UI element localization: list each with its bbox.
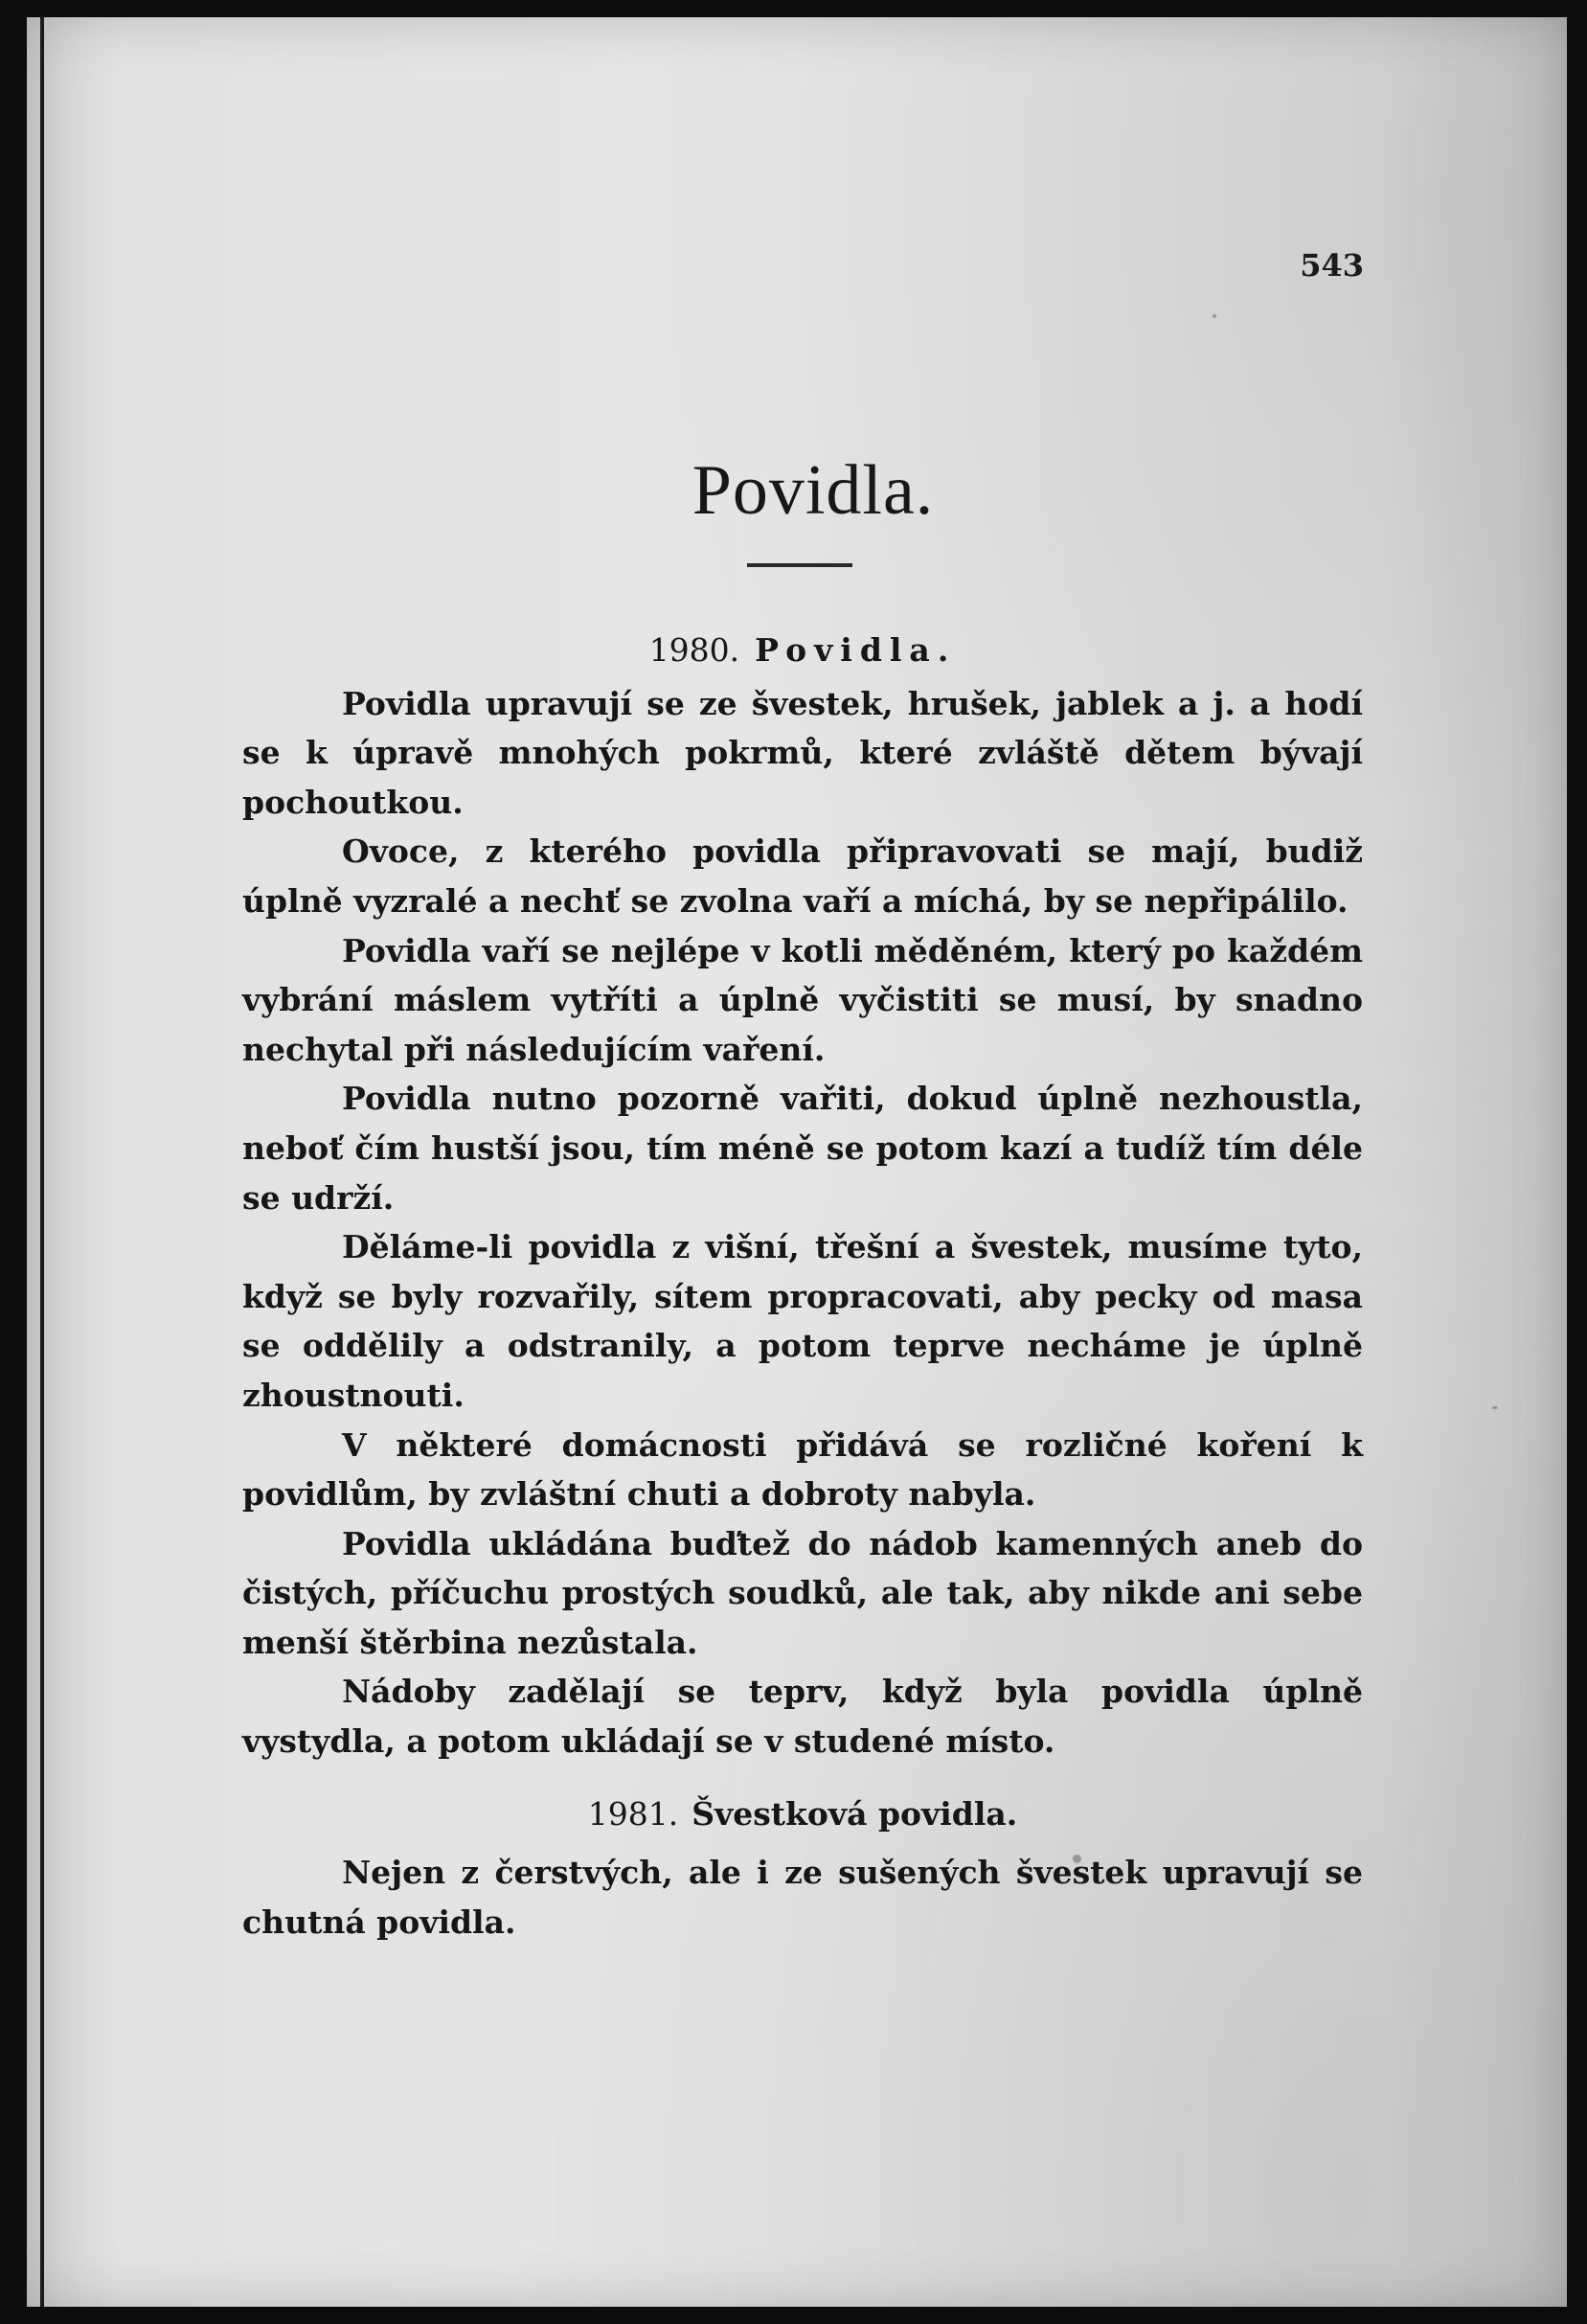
page-body (242, 616, 1363, 1947)
paragraph: Nádoby zadělají se teprv, když byla povidla úplně vystydla, a potom ukládají se v studené místo. (242, 1673, 1363, 1761)
paragraph: V některé domácnosti přidává se rozličné koření k povidlům, by zvláštní chuti a dobroty nabyla. (242, 1425, 1363, 1514)
paper-speck (1213, 314, 1216, 318)
paragraph: Děláme-li povidla z višní, třešní a švestek, musíme tyto, když se byly rozvařily, sítem propracovati, aby pecky od masa se oddělily a odstranily, a potom teprve necháme je úplně zhoustnouti. (242, 1228, 1363, 1414)
paragraph: Povidla vaří se nejlépe v kotli měděném, který po každém vybrání máslem vytříti a úplně vyčistiti se musí, by snadno nechytal při následujícím vaření. (242, 931, 1363, 1068)
paragraph: Nejen z čerstvých, ale i ze sušených švestek upravují se chutná povidla. (242, 1854, 1363, 1941)
section-number: 1980. (648, 631, 740, 669)
chapter-title: Povidla. (691, 451, 935, 530)
section-title: Švestková povidla. (691, 1794, 1018, 1833)
paper-speck (1492, 1406, 1498, 1409)
paragraph: Ovoce, z kterého povidla připravovati se mají, budiž úplně vyzralé a nechť se zvolna vaří a míchá, by se nepřipálilo. (242, 832, 1363, 920)
paragraph: Povidla nutno pozorně vařiti, dokud úplně nezhoustla, neboť čím hustší jsou, tím méně se potom kazí a tudíž tím déle se udrží. (242, 1080, 1363, 1217)
paragraph: Povidla upravují se ze švestek, hrušek, jablek a j. a hodí se k úpravě mnohých pokrmů, které zvláště dětem bývají pochoutkou. (242, 684, 1363, 821)
section-heading-1981 (242, 1766, 1363, 1849)
section-number: 1981. (587, 1794, 679, 1833)
paragraph: Povidla ukládána buďtež do nádob kamenných aneb do čistých, příčuchu prostých soudků, ale tak, aby nikde ani sebe menší štěrbina nezůstala. (242, 1524, 1363, 1661)
page-number: 543 (1300, 247, 1364, 284)
section-heading-1980 (242, 616, 1363, 679)
book-page (27, 17, 1567, 2307)
title-divider (747, 563, 852, 567)
section-title: Povidla. (755, 631, 957, 669)
page-binding-edge (40, 17, 44, 2307)
